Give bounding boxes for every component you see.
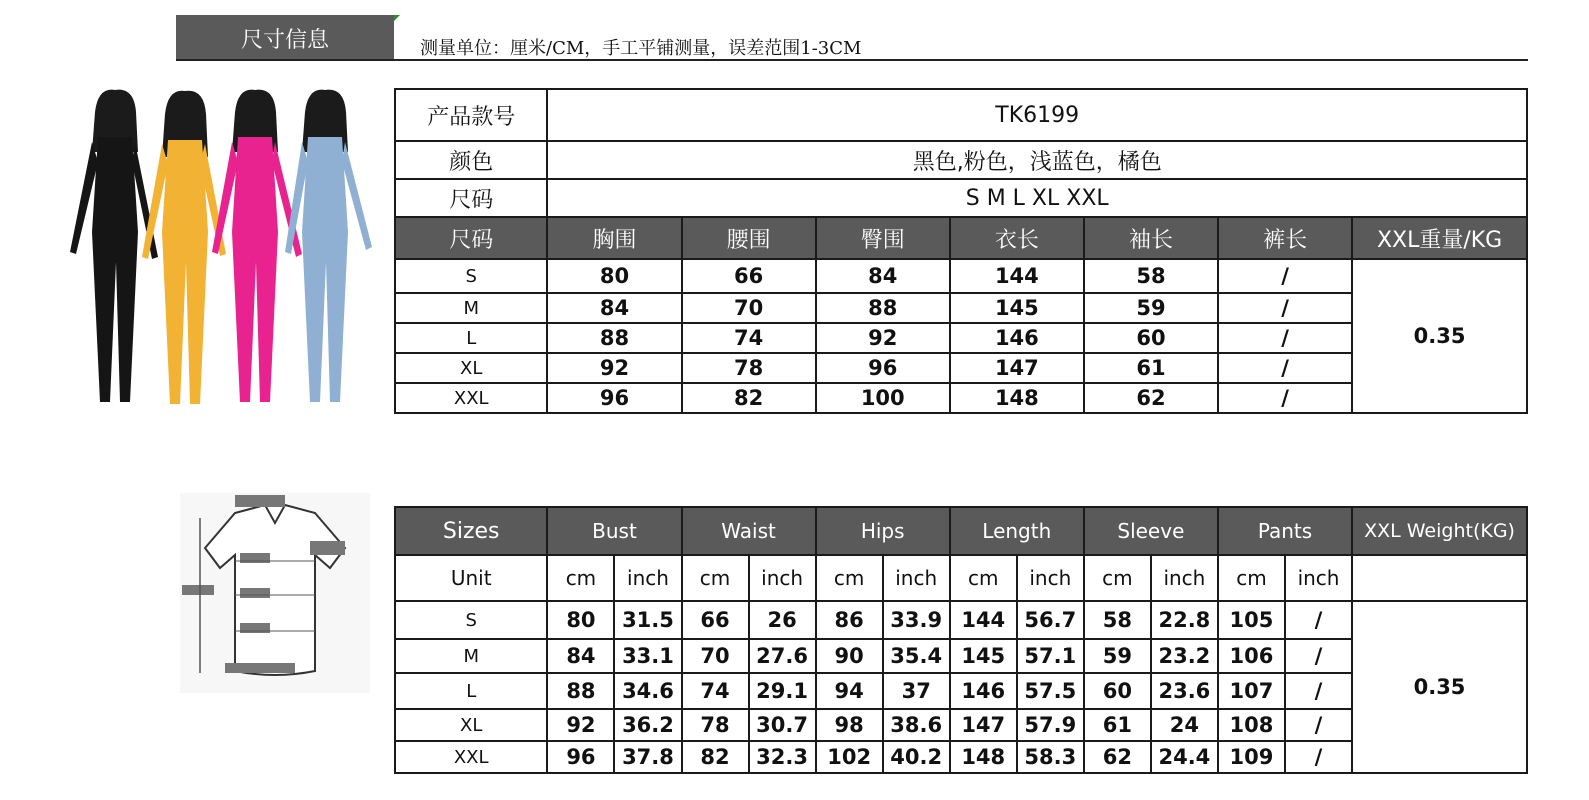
size-cell: S [395,259,547,293]
value-cell: / [1285,639,1352,673]
unit-cell: cm [1084,555,1151,601]
value-cell: 31.5 [614,601,681,639]
value-cell: 70 [682,293,816,323]
table-row [395,601,1527,639]
value-cell: 26 [749,601,816,639]
value-cell: 82 [682,383,816,413]
value-cell: 88 [547,673,614,709]
value-cell: 96 [816,353,950,383]
value-cell: 36.2 [614,709,681,741]
value-cell: 105 [1218,601,1285,639]
unit-cell: cm [950,555,1017,601]
value-cell: 144 [950,259,1084,293]
unit-cell: inch [883,555,950,601]
value-cell: 144 [950,601,1017,639]
value-cell: 145 [950,293,1084,323]
value-cell: 145 [950,639,1017,673]
value-cell: 148 [950,383,1084,413]
measurement-note: 测量单位：厘米/CM，手工平铺测量，误差范围1-3CM [420,38,862,59]
measurement-diagram [180,493,370,693]
column-header: 尺码 [395,217,547,259]
value-cell: 96 [547,741,614,773]
column-header: 胸围 [547,217,681,259]
value-cell: 88 [547,323,681,353]
unit-cell: cm [547,555,614,601]
column-header: XXL Weight(KG) [1352,507,1527,555]
column-header: Waist [682,507,816,555]
column-header: Hips [816,507,950,555]
value-cell: 88 [816,293,950,323]
value-cell: 107 [1218,673,1285,709]
unit-cell: inch [1017,555,1084,601]
table-header-row [395,217,1527,259]
value-cell: 70 [682,639,749,673]
section-tab-label: 尺寸信息 [240,27,329,53]
value-cell: / [1285,741,1352,773]
weight-cell: 0.35 [1352,259,1527,413]
info-row-sizes [395,179,1527,217]
value-cell: 74 [682,323,816,353]
value-cell: 32.3 [749,741,816,773]
value-cell: 92 [547,353,681,383]
value-cell: 60 [1084,323,1218,353]
value-cell: 86 [816,601,883,639]
info-label: 产品款号 [395,89,547,141]
info-label: 颜色 [395,141,547,179]
value-cell: 102 [816,741,883,773]
unit-row [395,555,1527,601]
value-cell: 58.3 [1017,741,1084,773]
value-cell: 58 [1084,259,1218,293]
value-cell: 92 [547,709,614,741]
value-cell: 78 [682,353,816,383]
tab-corner-mark [394,15,400,21]
unit-cell: cm [682,555,749,601]
value-cell: 100 [816,383,950,413]
value-cell: / [1218,293,1352,323]
value-cell: 59 [1084,639,1151,673]
value-cell: 94 [816,673,883,709]
weight-unit-empty [1352,555,1527,601]
value-cell: / [1218,323,1352,353]
value-cell: 62 [1084,383,1218,413]
unit-cell: inch [1151,555,1218,601]
size-cell: XXL [395,383,547,413]
column-header: XXL重量/KG [1352,217,1527,259]
value-cell: 80 [547,259,681,293]
value-cell: 82 [682,741,749,773]
info-label: 尺码 [395,179,547,217]
size-cell: M [395,293,547,323]
value-cell: 40.2 [883,741,950,773]
column-header: 袖长 [1084,217,1218,259]
value-cell: 23.6 [1151,673,1218,709]
value-cell: 61 [1084,353,1218,383]
value-cell: 84 [547,639,614,673]
value-cell: 35.4 [883,639,950,673]
value-cell: 80 [547,601,614,639]
column-header: 衣长 [950,217,1084,259]
value-cell: 38.6 [883,709,950,741]
value-cell: 34.6 [614,673,681,709]
value-cell: 108 [1218,709,1285,741]
value-cell: / [1285,709,1352,741]
value-cell: 146 [950,673,1017,709]
value-cell: 56.7 [1017,601,1084,639]
value-cell: 90 [816,639,883,673]
value-cell: 106 [1218,639,1285,673]
product-models-image [40,82,390,422]
value-cell: 37 [883,673,950,709]
value-cell: 24 [1151,709,1218,741]
unit-label: Unit [395,555,547,601]
column-header: Sleeve [1084,507,1218,555]
value-cell: 33.1 [614,639,681,673]
size-cell: XXL [395,741,547,773]
value-cell: 57.9 [1017,709,1084,741]
column-header: Length [950,507,1084,555]
column-header: Bust [547,507,681,555]
value-cell: 147 [950,709,1017,741]
unit-cell: inch [1285,555,1352,601]
info-value: TK6199 [547,89,1527,141]
unit-cell: cm [816,555,883,601]
info-value: 黑色,粉色，浅蓝色，橘色 [547,141,1527,179]
size-cell: L [395,323,547,353]
size-cell: XL [395,709,547,741]
value-cell: 37.8 [614,741,681,773]
value-cell: 66 [682,259,816,293]
size-cell: L [395,673,547,709]
value-cell: 62 [1084,741,1151,773]
value-cell: 66 [682,601,749,639]
unit-cell: cm [1218,555,1285,601]
weight-cell: 0.35 [1352,601,1527,773]
value-cell: 59 [1084,293,1218,323]
value-cell: 92 [816,323,950,353]
table-row [395,259,1527,293]
column-header: 臀围 [816,217,950,259]
value-cell: 109 [1218,741,1285,773]
value-cell: 27.6 [749,639,816,673]
value-cell: 84 [816,259,950,293]
section-tab [176,15,394,61]
value-cell: 84 [547,293,681,323]
value-cell: / [1218,259,1352,293]
size-table-en [394,506,1528,774]
column-header: 腰围 [682,217,816,259]
column-header: Sizes [395,507,547,555]
value-cell: 78 [682,709,749,741]
info-row-color [395,141,1527,179]
value-cell: / [1285,601,1352,639]
size-cell: XL [395,353,547,383]
table-header-row [395,507,1527,555]
value-cell: 23.2 [1151,639,1218,673]
value-cell: 98 [816,709,883,741]
value-cell: / [1218,383,1352,413]
value-cell: 22.8 [1151,601,1218,639]
value-cell: 29.1 [749,673,816,709]
value-cell: 57.5 [1017,673,1084,709]
size-table-cn [394,88,1528,414]
value-cell: 24.4 [1151,741,1218,773]
info-value: S M L XL XXL [547,179,1527,217]
unit-cell: inch [614,555,681,601]
unit-cell: inch [749,555,816,601]
value-cell: 74 [682,673,749,709]
column-header: 裤长 [1218,217,1352,259]
value-cell: 96 [547,383,681,413]
value-cell: 148 [950,741,1017,773]
value-cell: 147 [950,353,1084,383]
info-row-style [395,89,1527,141]
value-cell: / [1285,673,1352,709]
value-cell: 58 [1084,601,1151,639]
value-cell: 61 [1084,709,1151,741]
value-cell: 30.7 [749,709,816,741]
value-cell: 60 [1084,673,1151,709]
value-cell: 146 [950,323,1084,353]
value-cell: / [1218,353,1352,383]
value-cell: 57.1 [1017,639,1084,673]
column-header: Pants [1218,507,1352,555]
value-cell: 33.9 [883,601,950,639]
header-divider [176,59,1528,61]
size-cell: S [395,601,547,639]
size-cell: M [395,639,547,673]
